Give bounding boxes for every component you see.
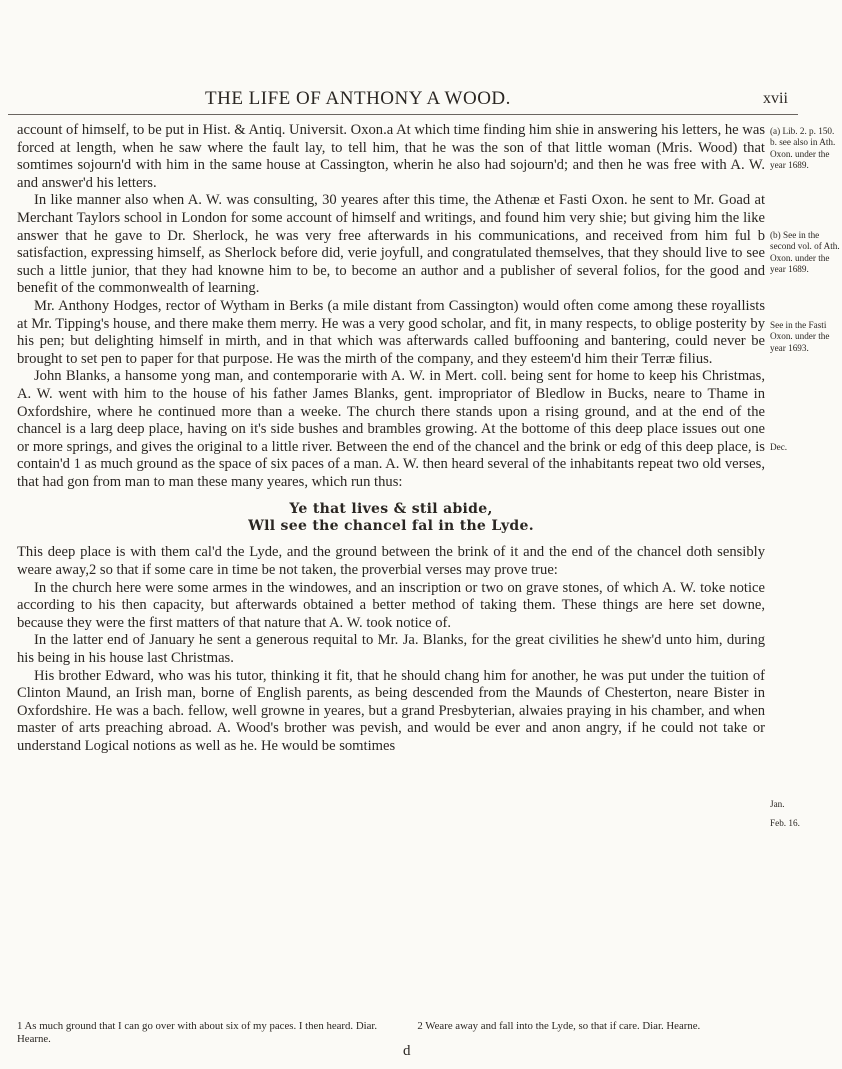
footnote-2: 2 Weare away and fall into the Lyde, so that if care. Diar. Hearne. bbox=[417, 1020, 701, 1032]
margin-note-a: (a) Lib. 2. p. 150. b. see also in Ath. Oxon. under the year 1689. bbox=[770, 126, 836, 170]
margin-note-feb: Feb. 16. bbox=[770, 818, 800, 828]
header-rule bbox=[8, 114, 798, 115]
verse-line-2: Wll see the chancel fal in the Lyde. bbox=[248, 518, 534, 535]
paragraph-6: In the church here were some armes in the windowes, and an inscription or two on grave stones, of which A. W. toke notice according to his then capacity, but afterwards obtained a better method of taking them. These things are here set downe, because they were the first matters of that nature that A. W. took notice of. bbox=[17, 579, 765, 631]
paragraph-5: This deep place is with them cal'd the Lyde, and the ground between the brink of it and the end of the chancel doth sensibly weare away,2 so that if some care in time be not taken, the proverbial verses may prove true: bbox=[17, 544, 765, 579]
signature-mark: d bbox=[403, 1043, 411, 1059]
margin-note-b: (b) See in the second vol. of Ath. Oxon. under the year 1689. bbox=[770, 230, 840, 274]
paragraph-3: Mr. Anthony Hodges, rector of Wytham in Berks (a mile distant from Cassington) would often come among these royallists at Mr. Tipping's house, and there make them merry. He was a very good scholar, and fit, in many respects, to oblige posterity by his pen; but delighting himself in mirth, and in that which was afterwards called buffooning and bantering, could never be brought to set pen to paper for that purpose. He was the mirth of the company, and they esteem'd him their Terræ filius. bbox=[17, 297, 765, 367]
margin-note-dec: Dec. bbox=[770, 442, 788, 452]
paragraph-4: John Blanks, a hansome yong man, and contemporarie with A. W. in Mert. coll. being sent for home to keep his Christmas, A. W. went with him to the house of his father James Blanks, gent. impropriator of Bledlow in Bucks, neare to Thame in Oxfordshire, where he continued more than a weeke. The church there stands upon a rising ground, and at the end of the chancel is a larg deep place, having on it's side bushes and brambles growing. At the bottome of this deep place issues out one or more springs, and gives the original to a little river. Between the end of the chancel and the brink or edg of this deep place, is contain'd 1 as much ground as the space of six paces of a man. A. W. then heard several of the inhabitants repeat two old verses, that had gon from man to man these many yeares, which run thus: bbox=[17, 368, 765, 490]
margin-note-jan: Jan. bbox=[770, 799, 785, 809]
verse-line-1: Ye that lives & stil abide, bbox=[289, 501, 493, 518]
paragraph-2: In like manner also when A. W. was consulting, 30 yeares after this time, the Athenæ et Fasti Oxon. he sent to Mr. Goad at Merchant Taylors school in London for some account of himself and writings, and found him very shie; but giving him the like answer that he gave to Dr. Sherlock, he was very free afterwards in his communications, and received from him ful b satisfaction, expressing himself, as Sherlock before did, verie joyfull, and congratulated themselves, that they should live to see such a little junior, that they had knowne him to be, to become an author and a publisher of several folios, for the good and benefit of the commonwealth of learning. bbox=[17, 192, 765, 297]
verse-block bbox=[17, 501, 765, 535]
paragraph-1: account of himself, to be put in Hist. & Antiq. Universit. Oxon.a At which time finding him shie in answering his letters, he was forced at length, when he saw where the fault lay, to tell him, that he was the son of that little woman (Mris. Wood) that somtimes sojourn'd with him in the same house at Cassington, wherin he also had sojourn'd; and then he was free with A. W. and answer'd his letters. bbox=[17, 122, 765, 191]
main-text bbox=[17, 122, 765, 756]
paragraph-7: In the latter end of January he sent a generous requital to Mr. Ja. Blanks, for the great civilities he shew'd unto him, during his being in his house last Christmas. bbox=[17, 632, 765, 667]
page-number: xvii bbox=[763, 90, 788, 107]
margin-note-c: See in the Fasti Oxon. under the year 1693. bbox=[770, 320, 830, 353]
paragraph-8: His brother Edward, who was his tutor, thinking it fit, that he should chang him for another, he was put under the tuition of Clinton Maund, an Irish man, borne of English parents, as being descended from the Maunds of Chesterton, neare Bister in Oxfordshire. He was a bach. fellow, well growne in yeares, but a grand Presbyterian, alwaies praying in his chamber, and when master of arts preaching abroad. A. Wood's brother was pevish, and would be ever and anon angry, if he could not take or understand Logical notions as well as he. He would be somtimes bbox=[17, 667, 765, 754]
footnotes bbox=[17, 1020, 787, 1045]
footnote-1: 1 As much ground that I can go over with about six of my paces. I then heard. Diar. Hearne. bbox=[17, 1020, 378, 1045]
running-head: THE LIFE OF ANTHONY A WOOD. bbox=[205, 88, 511, 109]
